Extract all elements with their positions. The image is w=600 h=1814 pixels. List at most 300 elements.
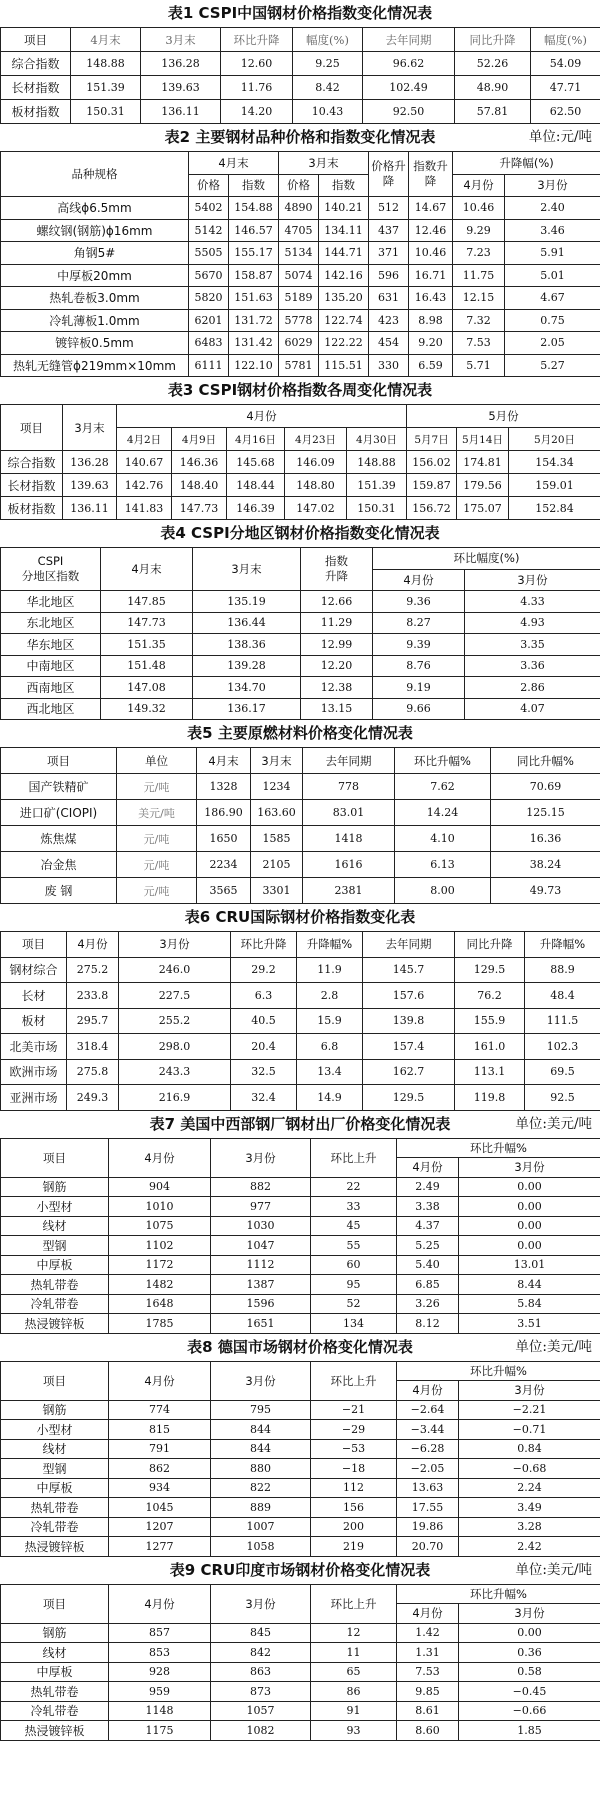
table-row <box>1 219 600 242</box>
t6-header: 升降幅% <box>525 932 600 958</box>
table1-title: 表1 CSPI中国钢材价格指数变化情况表 <box>167 4 433 22</box>
table-row <box>1 1255 600 1275</box>
row-label: 冷轧带卷 <box>1 1701 109 1721</box>
cell: 7.23 <box>453 242 505 265</box>
cell: 12.66 <box>301 591 373 613</box>
cell: 52.26 <box>455 52 531 76</box>
cell: 219 <box>311 1537 397 1557</box>
cell: 1.85 <box>459 1721 600 1741</box>
row-label: 中厚板 <box>1 1662 109 1682</box>
table2-title: 表2 主要钢材品种价格和指数变化情况表 单位:元/吨 <box>0 124 600 151</box>
cell: 69.5 <box>525 1059 600 1085</box>
cell: 4.33 <box>465 591 600 613</box>
table-row <box>1 1721 600 1741</box>
cell: 144.71 <box>319 242 369 265</box>
cell: 8.61 <box>397 1701 459 1721</box>
table-row <box>1 100 600 124</box>
t5-header: 项目 <box>1 748 117 774</box>
cell: 11.9 <box>297 957 363 983</box>
unit-label: 单位:美元/吨 <box>515 1115 592 1132</box>
cell: 0.00 <box>459 1236 600 1256</box>
cell: 152.84 <box>509 497 600 520</box>
cell: −53 <box>311 1439 397 1459</box>
cell: 20.70 <box>397 1537 459 1557</box>
row-label: 北美市场 <box>1 1034 67 1060</box>
cell: 156 <box>311 1498 397 1518</box>
table-row <box>1 634 600 656</box>
cell: 0.75 <box>505 309 600 332</box>
row-label: 中南地区 <box>1 655 101 677</box>
t8-header: 3月份 <box>211 1361 311 1400</box>
cell: 40.5 <box>231 1008 297 1034</box>
cell: 149.32 <box>101 698 193 720</box>
cell: 3.26 <box>397 1294 459 1314</box>
table-row <box>1 1439 600 1459</box>
cell: 0.00 <box>459 1216 600 1236</box>
cell: 142.16 <box>319 264 369 287</box>
t4-header-cspi: CSPI <box>37 554 64 568</box>
t3-date: 5月20日 <box>509 428 600 451</box>
row-label: 冶金焦 <box>1 852 117 878</box>
cell: 179.56 <box>457 474 509 497</box>
t4-header: 4月份 <box>373 569 465 591</box>
cell: 14.20 <box>221 100 293 124</box>
cell: 3.28 <box>459 1517 600 1537</box>
table7-title: 表7 美国中西部钢厂钢材出厂价格变化情况表 单位:美元/吨 <box>0 1111 600 1138</box>
t1-header: 环比升降 <box>221 28 293 52</box>
cell: 330 <box>369 354 409 377</box>
table-row <box>1 1275 600 1295</box>
cell: 6.85 <box>397 1275 459 1295</box>
t4-header-chg2: 升降 <box>325 569 348 583</box>
cell: 元/吨 <box>117 878 197 904</box>
t3-header: 项目 <box>1 405 63 451</box>
cell: 92.5 <box>525 1085 600 1111</box>
cell: 134 <box>311 1314 397 1334</box>
cell: 863 <box>211 1662 311 1682</box>
cell: 136.17 <box>193 698 301 720</box>
cell: 14.67 <box>409 197 453 220</box>
cell: 88.9 <box>525 957 600 983</box>
cell: 122.22 <box>319 332 369 355</box>
cell: 32.4 <box>231 1085 297 1111</box>
t8-header: 3月份 <box>459 1381 600 1401</box>
cell: 1057 <box>211 1701 311 1721</box>
cell: 38.24 <box>491 852 600 878</box>
cell: 844 <box>211 1439 311 1459</box>
table-row <box>1 332 600 355</box>
cell: 5670 <box>189 264 229 287</box>
cell: 3565 <box>197 878 251 904</box>
t9-header: 环比升幅% <box>397 1584 600 1604</box>
cell: 2.05 <box>505 332 600 355</box>
cell: 186.90 <box>197 800 251 826</box>
t4-header: 环比幅度(%) <box>373 548 600 570</box>
row-label: 国产铁精矿 <box>1 774 117 800</box>
cell: 元/吨 <box>117 774 197 800</box>
row-label: 热轧带卷 <box>1 1682 109 1702</box>
cell: 8.27 <box>373 612 465 634</box>
cell: −0.71 <box>459 1420 600 1440</box>
cell: 147.85 <box>101 591 193 613</box>
t6-header: 项目 <box>1 932 67 958</box>
cell: 157.6 <box>363 983 455 1009</box>
unit-label: 单位:美元/吨 <box>515 1561 592 1578</box>
cell: 10.46 <box>409 242 453 265</box>
cell: 2.40 <box>505 197 600 220</box>
unit-label: 单位:元/吨 <box>528 129 592 145</box>
cell: 1234 <box>251 774 303 800</box>
cell: 147.73 <box>172 497 227 520</box>
row-label: 螺纹钢(钢筋)ϕ16mm <box>1 219 189 242</box>
t7-header: 环比升幅% <box>397 1138 600 1158</box>
cell: 3.46 <box>505 219 600 242</box>
cell: 157.4 <box>363 1034 455 1060</box>
cell: 857 <box>109 1623 211 1643</box>
cell: 62.50 <box>531 100 600 124</box>
cell: 298.0 <box>119 1034 231 1060</box>
cell: 5.71 <box>453 354 505 377</box>
cell: 151.39 <box>71 76 141 100</box>
t2-header: 指数 <box>319 174 369 197</box>
t7-header: 3月份 <box>211 1138 311 1177</box>
cell: −0.66 <box>459 1701 600 1721</box>
table-row <box>1 1478 600 1498</box>
table3-title: 表3 CSPI钢材价格指数各周变化情况表 <box>167 381 433 399</box>
row-label: 高线ϕ6.5mm <box>1 197 189 220</box>
cell: 48.90 <box>455 76 531 100</box>
table1 <box>0 27 600 124</box>
cell: 146.09 <box>285 451 347 474</box>
cell: 159.01 <box>509 474 600 497</box>
cell: 136.44 <box>193 612 301 634</box>
cell: 29.2 <box>231 957 297 983</box>
table-row <box>1 497 600 520</box>
cell: 122.74 <box>319 309 369 332</box>
t3-date: 4月16日 <box>227 428 285 451</box>
cell: 16.71 <box>409 264 453 287</box>
cell: 275.8 <box>67 1059 119 1085</box>
cell: 14.24 <box>395 800 491 826</box>
table-row <box>1 957 600 983</box>
cell: 5778 <box>279 309 319 332</box>
cell: 7.53 <box>397 1662 459 1682</box>
t8-header: 环比升幅% <box>397 1361 600 1381</box>
cell: 95 <box>311 1275 397 1295</box>
cell: −2.21 <box>459 1400 600 1420</box>
t4-header: 3月份 <box>465 569 600 591</box>
t7-header: 项目 <box>1 1138 109 1177</box>
cell: 5.01 <box>505 264 600 287</box>
cell: 5820 <box>189 287 229 310</box>
cell: 5.91 <box>505 242 600 265</box>
cell: 778 <box>303 774 395 800</box>
cell: 1650 <box>197 826 251 852</box>
cell: −21 <box>311 1400 397 1420</box>
cell: 141.83 <box>117 497 172 520</box>
row-label: 镀锌板0.5mm <box>1 332 189 355</box>
cell: 371 <box>369 242 409 265</box>
cell: 151.35 <box>101 634 193 656</box>
t3-date: 4月2日 <box>117 428 172 451</box>
cell: 47.71 <box>531 76 600 100</box>
table-row <box>1 1662 600 1682</box>
t6-header: 同比升降 <box>455 932 525 958</box>
cell: 0.00 <box>459 1197 600 1217</box>
cell: 0.36 <box>459 1643 600 1663</box>
row-label: 中厚板20mm <box>1 264 189 287</box>
cell: 174.81 <box>457 451 509 474</box>
row-label: 热轧带卷 <box>1 1275 109 1295</box>
cell: 49.73 <box>491 878 600 904</box>
table-row <box>1 1177 600 1197</box>
cell: −0.68 <box>459 1459 600 1479</box>
cell: 161.0 <box>455 1034 525 1060</box>
cell: 91 <box>311 1701 397 1721</box>
cell: 842 <box>211 1643 311 1663</box>
row-label: 钢筋 <box>1 1623 109 1643</box>
table-row <box>1 309 600 332</box>
t6-header: 4月份 <box>67 932 119 958</box>
cell: 12.15 <box>453 287 505 310</box>
row-label: 板材 <box>1 1008 67 1034</box>
cell: 822 <box>211 1478 311 1498</box>
cell: 216.9 <box>119 1085 231 1111</box>
table-row <box>1 1420 600 1440</box>
cell: 1047 <box>211 1236 311 1256</box>
t5-header: 3月末 <box>251 748 303 774</box>
t8-header: 环比上升 <box>311 1361 397 1400</box>
cell: 48.4 <box>525 983 600 1009</box>
cell: 8.44 <box>459 1275 600 1295</box>
cell: 7.62 <box>395 774 491 800</box>
t4-header <box>301 548 373 591</box>
cell: 146.36 <box>172 451 227 474</box>
t1-header: 幅度(%) <box>531 28 600 52</box>
t6-header: 升降幅% <box>297 932 363 958</box>
cell: 139.8 <box>363 1008 455 1034</box>
cell: 16.43 <box>409 287 453 310</box>
cell: 4.93 <box>465 612 600 634</box>
cell: 6.3 <box>231 983 297 1009</box>
table9-title: 表9 CRU印度市场钢材价格变化情况表 单位:美元/吨 <box>0 1557 600 1584</box>
t3-date: 5月14日 <box>457 428 509 451</box>
t2-header: 指数 <box>229 174 279 197</box>
table3 <box>0 404 600 520</box>
cell: 8.60 <box>397 1721 459 1741</box>
cell: 3301 <box>251 878 303 904</box>
cell: 93 <box>311 1721 397 1741</box>
t9-header: 3月份 <box>459 1604 600 1624</box>
t9-header: 3月份 <box>211 1584 311 1623</box>
cell: 57.81 <box>455 100 531 124</box>
cell: 10.43 <box>293 100 363 124</box>
t5-header: 4月末 <box>197 748 251 774</box>
cell: 815 <box>109 1420 211 1440</box>
cell: 美元/吨 <box>117 800 197 826</box>
cell: 135.19 <box>193 591 301 613</box>
cell: 150.31 <box>71 100 141 124</box>
cell: 125.15 <box>491 800 600 826</box>
row-label: 东北地区 <box>1 612 101 634</box>
cell: 1387 <box>211 1275 311 1295</box>
t1-header: 幅度(%) <box>293 28 363 52</box>
cell: 115.51 <box>319 354 369 377</box>
cell: 8.12 <box>397 1314 459 1334</box>
cell: 1010 <box>109 1197 211 1217</box>
t2-header: 品种规格 <box>1 152 189 197</box>
cell: 227.5 <box>119 983 231 1009</box>
cell: 147.02 <box>285 497 347 520</box>
table-row <box>1 1459 600 1479</box>
cell: 8.42 <box>293 76 363 100</box>
cell: 596 <box>369 264 409 287</box>
cell: 880 <box>211 1459 311 1479</box>
cell: 2.49 <box>397 1177 459 1197</box>
cell: 135.20 <box>319 287 369 310</box>
cell: 148.44 <box>227 474 285 497</box>
table-row <box>1 52 600 76</box>
cell: 32.5 <box>231 1059 297 1085</box>
cell: 129.5 <box>455 957 525 983</box>
row-label: 中厚板 <box>1 1478 109 1498</box>
table-row <box>1 1008 600 1034</box>
table-row <box>1 1623 600 1643</box>
cell: 145.7 <box>363 957 455 983</box>
t2-header: 价格 <box>279 174 319 197</box>
t1-header: 项目 <box>1 28 71 52</box>
row-label: 华北地区 <box>1 591 101 613</box>
t3-header: 3月末 <box>63 405 117 451</box>
cell: 0.58 <box>459 1662 600 1682</box>
row-label: 冷轧带卷 <box>1 1517 109 1537</box>
row-label: 热轧带卷 <box>1 1498 109 1518</box>
cell: 1172 <box>109 1255 211 1275</box>
cell: 11 <box>311 1643 397 1663</box>
cell: 5189 <box>279 287 319 310</box>
cell: 249.3 <box>67 1085 119 1111</box>
cell: 151.48 <box>101 655 193 677</box>
cell: 882 <box>211 1177 311 1197</box>
cell: 148.80 <box>285 474 347 497</box>
cell: 148.40 <box>172 474 227 497</box>
cell: 4890 <box>279 197 319 220</box>
table-row <box>1 451 600 474</box>
cell: 844 <box>211 1420 311 1440</box>
cell: 853 <box>109 1643 211 1663</box>
cell: 795 <box>211 1400 311 1420</box>
cell: 9.19 <box>373 677 465 699</box>
cell: 175.07 <box>457 497 509 520</box>
table4 <box>0 547 600 720</box>
cell: 5.40 <box>397 1255 459 1275</box>
cell: 65 <box>311 1662 397 1682</box>
cell: 8.00 <box>395 878 491 904</box>
table-row <box>1 287 600 310</box>
row-label: 热浸镀锌板 <box>1 1537 109 1557</box>
row-label: 钢筋 <box>1 1400 109 1420</box>
table-row <box>1 677 600 699</box>
cell: 6029 <box>279 332 319 355</box>
cell: 2381 <box>303 878 395 904</box>
cell: 1102 <box>109 1236 211 1256</box>
table5-title: 表5 主要原燃材料价格变化情况表 <box>187 724 413 742</box>
row-label: 热浸镀锌板 <box>1 1314 109 1334</box>
cell: 845 <box>211 1623 311 1643</box>
table2 <box>0 151 600 377</box>
cell: 8.76 <box>373 655 465 677</box>
cell: 5.84 <box>459 1294 600 1314</box>
t2-header: 价格升降 <box>369 152 409 197</box>
cell: 1596 <box>211 1294 311 1314</box>
row-label: 型钢 <box>1 1236 109 1256</box>
cell: 7.32 <box>453 309 505 332</box>
cell: 148.88 <box>347 451 407 474</box>
t9-header: 环比上升 <box>311 1584 397 1623</box>
cell: 19.86 <box>397 1517 459 1537</box>
cell: 11.29 <box>301 612 373 634</box>
cell: 元/吨 <box>117 852 197 878</box>
cell: 1328 <box>197 774 251 800</box>
cell: 2.86 <box>465 677 600 699</box>
table-row <box>1 852 600 878</box>
row-label: 板材指数 <box>1 497 63 520</box>
cell: 200 <box>311 1517 397 1537</box>
cell: 904 <box>109 1177 211 1197</box>
row-label: 综合指数 <box>1 451 63 474</box>
cell: −3.44 <box>397 1420 459 1440</box>
cell: 140.67 <box>117 451 172 474</box>
cell: 14.9 <box>297 1085 363 1111</box>
t5-header: 去年同期 <box>303 748 395 774</box>
cell: 13.15 <box>301 698 373 720</box>
cell: 112 <box>311 1478 397 1498</box>
t2-header: 3月末 <box>279 152 369 175</box>
table-row <box>1 1059 600 1085</box>
table-row <box>1 1085 600 1111</box>
t2-header: 4月末 <box>189 152 279 175</box>
table8-title: 表8 德国市场钢材价格变化情况表 单位:美元/吨 <box>0 1334 600 1361</box>
cell: 5.27 <box>505 354 600 377</box>
cell: 22 <box>311 1177 397 1197</box>
cell: 155.9 <box>455 1008 525 1034</box>
table-row <box>1 474 600 497</box>
t8-header: 项目 <box>1 1361 109 1400</box>
cell: 136.28 <box>141 52 221 76</box>
table-row <box>1 800 600 826</box>
cell: 20.4 <box>231 1034 297 1060</box>
cell: 76.2 <box>455 983 525 1009</box>
cell: 2.24 <box>459 1478 600 1498</box>
cell: 12.38 <box>301 677 373 699</box>
t1-header: 去年同期 <box>363 28 455 52</box>
cell: 5142 <box>189 219 229 242</box>
cell: 9.29 <box>453 219 505 242</box>
cell: 159.87 <box>407 474 457 497</box>
cell: 1030 <box>211 1216 311 1236</box>
t2-header: 升降幅(%) <box>453 152 600 175</box>
table-row <box>1 76 600 100</box>
table-row <box>1 774 600 800</box>
cell: 1075 <box>109 1216 211 1236</box>
cell: 1112 <box>211 1255 311 1275</box>
cell: 131.42 <box>229 332 279 355</box>
table-row <box>1 354 600 377</box>
t4-header-chg1: 指数 <box>325 554 348 568</box>
table-row <box>1 1314 600 1334</box>
cell: 129.5 <box>363 1085 455 1111</box>
cell: 151.39 <box>347 474 407 497</box>
